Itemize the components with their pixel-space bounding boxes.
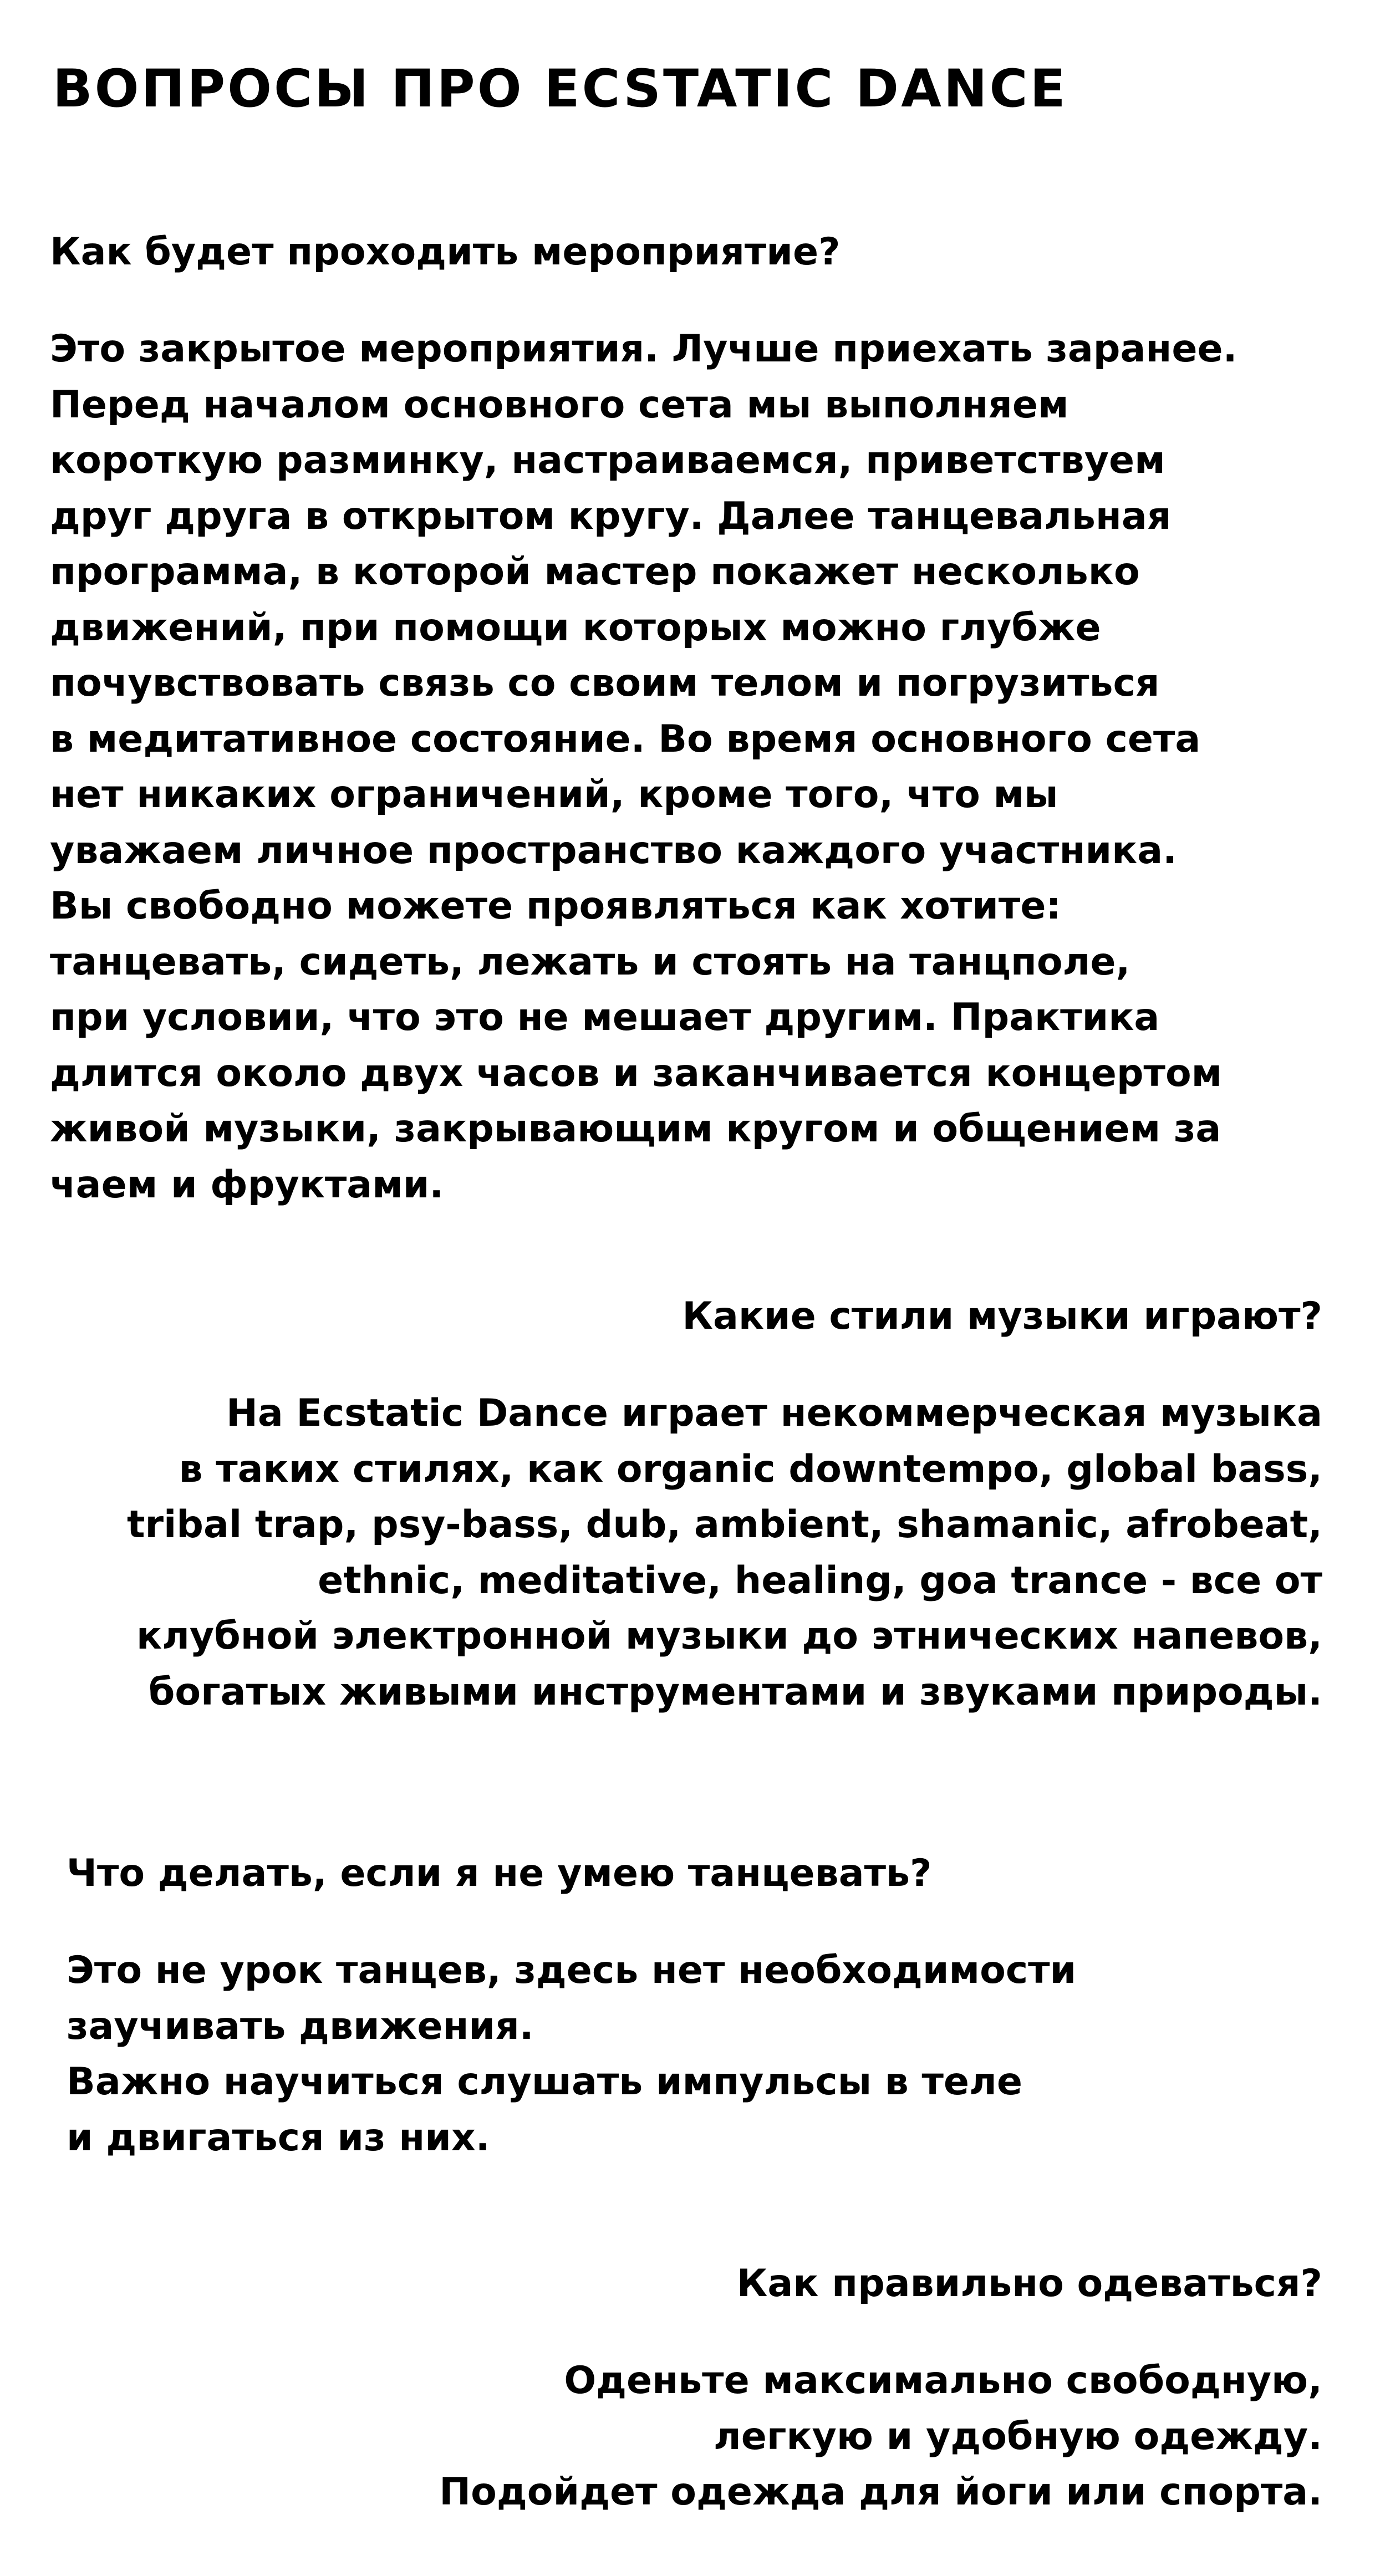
answer-line: живой музыки, закрывающим кругом и общением за: [50, 1107, 1221, 1151]
answer-line: Вы свободно можете проявляться как хотите:: [50, 884, 1061, 928]
question-music-styles: Какие стили музыки играют?: [682, 1294, 1322, 1338]
answer-line: клубной электронной музыки до этнических напевов,: [136, 1614, 1322, 1658]
answer-line: при условии, что это не мешает другим. Практика: [50, 996, 1160, 1039]
answer-line: Подойдет одежда для йоги или спорта.: [439, 2470, 1322, 2514]
answer-line: ethnic, meditative, healing, goa trance - все от: [318, 1558, 1322, 1603]
answer-line: На Ecstatic Dance играет некоммерческая музыка: [226, 1391, 1322, 1435]
answer-line: Оденьте максимально свободную,: [564, 2359, 1322, 2402]
answer-line: короткую разминку, настраиваемся, приветствуем: [50, 438, 1165, 482]
answer-line: Важно научиться слушать импульсы в теле: [67, 2060, 1022, 2104]
answer-event-format: [50, 322, 1237, 1213]
answer-line: в таких стилях, как organic downtempo, global bass,: [179, 1447, 1322, 1491]
question-event-format: Как будет проходить мероприятие?: [50, 230, 841, 274]
answer-cant-dance: [67, 1943, 1076, 2166]
question-dress-code: Как правильно одеваться?: [736, 2262, 1322, 2305]
answer-line: почувствовать связь со своим телом и погрузиться: [50, 661, 1160, 705]
answer-line: длится около двух часов и заканчивается концертом: [50, 1051, 1223, 1095]
answer-line: легкую и удобную одежду.: [713, 2414, 1322, 2458]
answer-line: чаем и фруктами.: [50, 1162, 444, 1207]
answer-music-styles: [127, 1386, 1322, 1720]
question-cant-dance: Что делать, если я не умею танцевать?: [67, 1851, 932, 1895]
answer-line: Перед началом основного сета мы выполняем: [50, 382, 1069, 427]
answer-line: танцевать, сидеть, лежать и стоять на танцполе,: [50, 940, 1130, 984]
answer-line: в медитативное состояние. Во время основного сета: [50, 717, 1201, 761]
answer-line: Это не урок танцев, здесь нет необходимости: [67, 1948, 1077, 1992]
answer-line: и двигаться из них.: [67, 2115, 490, 2160]
answer-line: богатых живыми инструментами и звуками природы.: [148, 1670, 1322, 1714]
answer-line: программа, в которой мастер покажет несколько: [50, 550, 1140, 594]
page-title: ВОПРОСЫ ПРО ECSTATIC DANCE: [53, 59, 1068, 119]
answer-dress-code: [439, 2353, 1322, 2521]
answer-line: заучивать движения.: [67, 2004, 534, 2048]
answer-line: tribal trap, psy-bass, dub, ambient, shamanic, afrobeat,: [126, 1503, 1322, 1547]
answer-line: нет никаких ограничений, кроме того, что мы: [50, 773, 1058, 817]
answer-line: движений, при помощи которых можно глубже: [50, 605, 1101, 650]
answer-line: Это закрытое мероприятия. Лучше приехать заранее.: [50, 327, 1238, 371]
answer-line: уважаем личное пространство каждого участника.: [50, 828, 1177, 873]
answer-line: друг друга в открытом кругу. Далее танцевальная: [50, 494, 1172, 538]
